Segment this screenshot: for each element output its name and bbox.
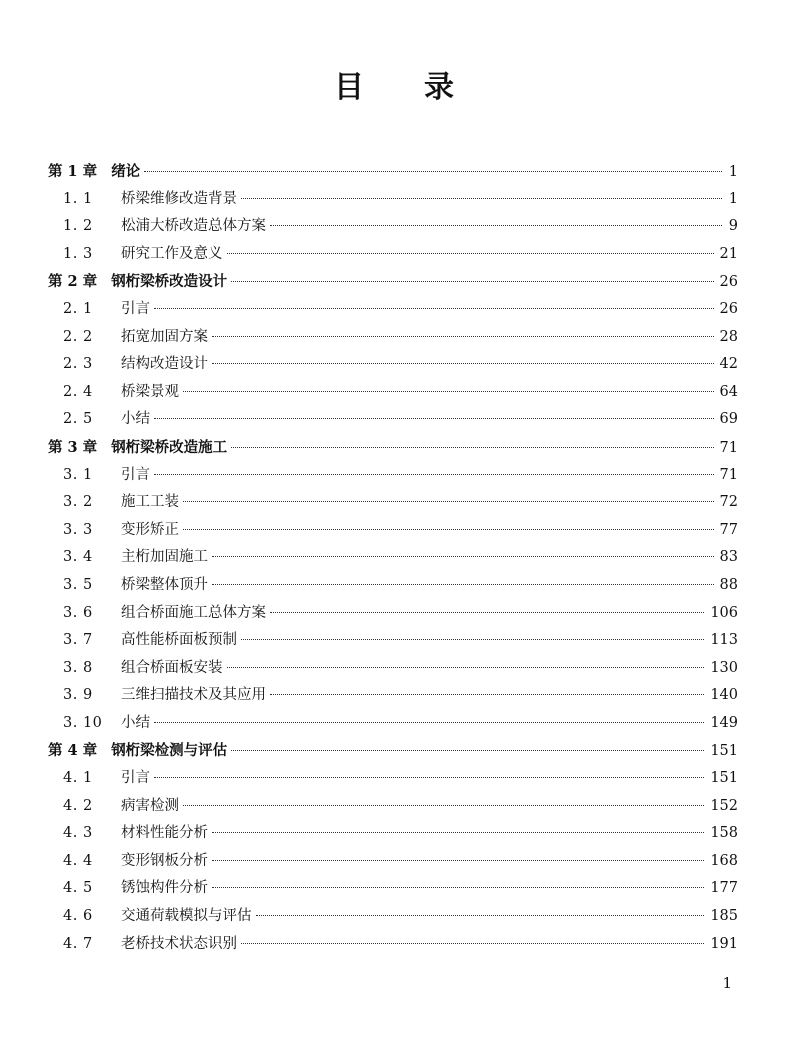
toc-entry-number: 第 2 章 — [48, 273, 98, 291]
toc-entry-page: 71 — [719, 466, 738, 483]
toc-entry-title: 主桁加固施工 — [121, 549, 208, 566]
toc-entry-title: 小结 — [121, 714, 150, 731]
toc-entry-page: 130 — [710, 659, 738, 676]
toc-entry-page: 151 — [710, 770, 738, 787]
toc-entry-page: 28 — [719, 328, 738, 345]
dot-leader — [183, 529, 714, 530]
toc-section-row[interactable] — [48, 324, 738, 352]
toc-entry-page: 152 — [710, 797, 738, 814]
dot-leader — [154, 474, 714, 475]
toc-entry-number: 3. 6 — [63, 604, 93, 621]
toc-entry-number: 3. 3 — [63, 521, 93, 538]
toc-entry-title: 变形矫正 — [121, 521, 179, 538]
title-char-1: 目 — [334, 70, 366, 105]
toc-entry-title: 交通荷载模拟与评估 — [121, 908, 252, 925]
dot-leader — [241, 198, 722, 199]
toc-entry-title: 高性能桥面板预制 — [121, 632, 237, 649]
toc-entry-page: 149 — [710, 714, 738, 731]
dot-leader — [227, 253, 714, 254]
toc-entry-title: 病害检测 — [121, 797, 179, 814]
toc-section-row[interactable] — [48, 186, 738, 214]
toc-entry-page: 177 — [710, 880, 738, 897]
toc-entry-page: 1 — [728, 164, 738, 180]
toc-entry-title: 引言 — [121, 466, 150, 483]
toc-entry-page: 151 — [710, 743, 738, 760]
dot-leader — [144, 171, 722, 172]
toc-section-row[interactable] — [48, 600, 738, 628]
toc-entry-number: 4. 4 — [63, 852, 93, 869]
toc-section-row[interactable] — [48, 627, 738, 655]
toc-section-row[interactable] — [48, 655, 738, 683]
toc-entry-page: 191 — [710, 935, 738, 952]
dot-leader — [270, 612, 704, 613]
toc-section-row[interactable] — [48, 406, 738, 434]
toc-entry-page: 71 — [719, 439, 738, 456]
dot-leader — [212, 336, 714, 337]
toc-entry-number: 2. 5 — [63, 411, 93, 428]
toc-entry-page: 185 — [710, 908, 738, 925]
toc-entry-title: 结构改造设计 — [121, 356, 208, 373]
dot-leader — [212, 832, 704, 833]
toc-section-row[interactable] — [48, 793, 738, 821]
toc-section-row[interactable] — [48, 241, 738, 269]
dot-leader — [212, 363, 714, 364]
dot-leader — [212, 556, 714, 557]
dot-leader — [154, 777, 704, 778]
toc-entry-number: 3. 7 — [63, 632, 93, 649]
page-number: 1 — [722, 974, 732, 992]
toc-entry-number: 4. 2 — [63, 797, 93, 814]
dot-leader — [183, 805, 704, 806]
toc-entry-number: 2. 2 — [63, 328, 93, 345]
toc-section-row[interactable] — [48, 517, 738, 545]
dot-leader — [270, 694, 704, 695]
toc-entry-number: 1. 3 — [63, 245, 93, 262]
toc-chapter-row[interactable] — [48, 158, 738, 186]
toc-entry-title: 桥梁景观 — [121, 383, 179, 400]
toc-entry-number: 4. 6 — [63, 908, 93, 925]
toc-entry-page: 69 — [719, 411, 738, 428]
toc-entry-number: 2. 4 — [63, 383, 93, 400]
toc-entry-title: 松浦大桥改造总体方案 — [121, 218, 266, 235]
toc-chapter-row[interactable] — [48, 737, 738, 765]
dot-leader — [212, 860, 704, 861]
toc-section-row[interactable] — [48, 931, 738, 959]
toc-entry-page: 83 — [719, 549, 738, 566]
toc-entry-number: 3. 4 — [63, 549, 93, 566]
dot-leader — [231, 447, 713, 448]
toc-entry-number: 3. 10 — [63, 714, 103, 731]
dot-leader — [212, 887, 704, 888]
toc-entry-title: 施工工装 — [121, 494, 179, 511]
toc-section-row[interactable] — [48, 682, 738, 710]
dot-leader — [227, 667, 705, 668]
toc-entry-page: 42 — [719, 356, 738, 373]
toc-entry-number: 4. 5 — [63, 880, 93, 897]
dot-leader — [270, 225, 722, 226]
dot-leader — [154, 722, 704, 723]
toc-entry-number: 1. 1 — [63, 190, 93, 207]
toc-entry-page: 140 — [710, 687, 738, 704]
dot-leader — [154, 418, 714, 419]
table-of-contents — [48, 158, 738, 958]
toc-entry-title: 桥梁维修改造背景 — [121, 190, 237, 207]
page-title — [0, 62, 790, 106]
toc-entry-number: 第 1 章 — [48, 163, 98, 180]
toc-section-row[interactable] — [48, 351, 738, 379]
title-char-2: 录 — [424, 70, 456, 105]
toc-entry-number: 3. 2 — [63, 494, 93, 511]
toc-entry-title: 桥梁整体顶升 — [121, 576, 208, 593]
toc-entry-page: 168 — [710, 852, 738, 869]
toc-entry-title: 组合桥面施工总体方案 — [121, 604, 266, 621]
toc-entry-title: 引言 — [121, 770, 150, 787]
toc-entry-number: 第 3 章 — [48, 438, 98, 456]
toc-section-row[interactable] — [48, 765, 738, 793]
toc-section-row[interactable] — [48, 572, 738, 600]
dot-leader — [231, 750, 704, 751]
dot-leader — [183, 391, 714, 392]
toc-entry-page: 26 — [719, 274, 738, 291]
toc-entry-title: 钢桁梁桥改造施工 — [111, 438, 228, 456]
toc-entry-number: 2. 1 — [63, 300, 93, 317]
toc-entry-number: 2. 3 — [63, 356, 93, 373]
toc-entry-title: 材料性能分析 — [121, 825, 208, 842]
toc-entry-page: 21 — [719, 245, 738, 262]
dot-leader — [212, 584, 714, 585]
toc-section-row[interactable] — [48, 903, 738, 931]
toc-section-row[interactable] — [48, 875, 738, 903]
toc-section-row[interactable] — [48, 848, 738, 876]
toc-entry-title: 引言 — [121, 300, 150, 317]
toc-entry-title: 小结 — [121, 411, 150, 428]
toc-entry-number: 3. 9 — [63, 687, 93, 704]
dot-leader — [241, 639, 704, 640]
toc-section-row[interactable] — [48, 379, 738, 407]
dot-leader — [231, 281, 713, 282]
toc-entry-title: 变形钢板分析 — [121, 852, 208, 869]
toc-entry-page: 72 — [719, 494, 738, 511]
toc-entry-number: 3. 5 — [63, 576, 93, 593]
toc-section-row[interactable] — [48, 462, 738, 490]
toc-entry-number: 4. 7 — [63, 935, 93, 952]
toc-section-row[interactable] — [48, 296, 738, 324]
toc-section-row[interactable] — [48, 489, 738, 517]
toc-entry-title: 钢桁梁检测与评估 — [111, 742, 228, 760]
toc-section-row[interactable] — [48, 820, 738, 848]
toc-entry-number: 第 4 章 — [48, 742, 98, 760]
toc-entry-page: 1 — [728, 190, 738, 207]
toc-entry-title: 绪论 — [111, 163, 141, 180]
dot-leader — [183, 501, 714, 502]
toc-entry-number: 4. 3 — [63, 825, 93, 842]
toc-entry-page: 9 — [728, 218, 738, 235]
toc-entry-page: 26 — [719, 300, 738, 317]
toc-entry-page: 113 — [710, 632, 738, 649]
toc-section-row[interactable] — [48, 710, 738, 738]
toc-section-row[interactable] — [48, 544, 738, 572]
toc-entry-title: 钢桁梁桥改造设计 — [111, 273, 228, 291]
toc-section-row[interactable] — [48, 213, 738, 241]
toc-entry-number: 3. 1 — [63, 466, 93, 483]
dot-leader — [241, 943, 704, 944]
toc-entry-number: 4. 1 — [63, 770, 93, 787]
toc-entry-title: 研究工作及意义 — [121, 245, 223, 262]
dot-leader — [154, 308, 714, 309]
toc-entry-title: 拓宽加固方案 — [121, 328, 208, 345]
toc-chapter-row[interactable] — [48, 434, 738, 462]
toc-entry-title: 三维扫描技术及其应用 — [121, 687, 266, 704]
toc-chapter-row[interactable] — [48, 268, 738, 296]
toc-entry-title: 锈蚀构件分析 — [121, 880, 208, 897]
dot-leader — [256, 915, 705, 916]
toc-entry-page: 106 — [710, 604, 738, 621]
toc-entry-page: 158 — [710, 825, 738, 842]
toc-entry-page: 88 — [719, 576, 738, 593]
toc-entry-page: 64 — [719, 383, 738, 400]
toc-entry-number: 3. 8 — [63, 659, 93, 676]
toc-entry-page: 77 — [719, 521, 738, 538]
toc-entry-title: 老桥技术状态识别 — [121, 935, 237, 952]
toc-entry-title: 组合桥面板安装 — [121, 659, 223, 676]
toc-entry-number: 1. 2 — [63, 218, 93, 235]
